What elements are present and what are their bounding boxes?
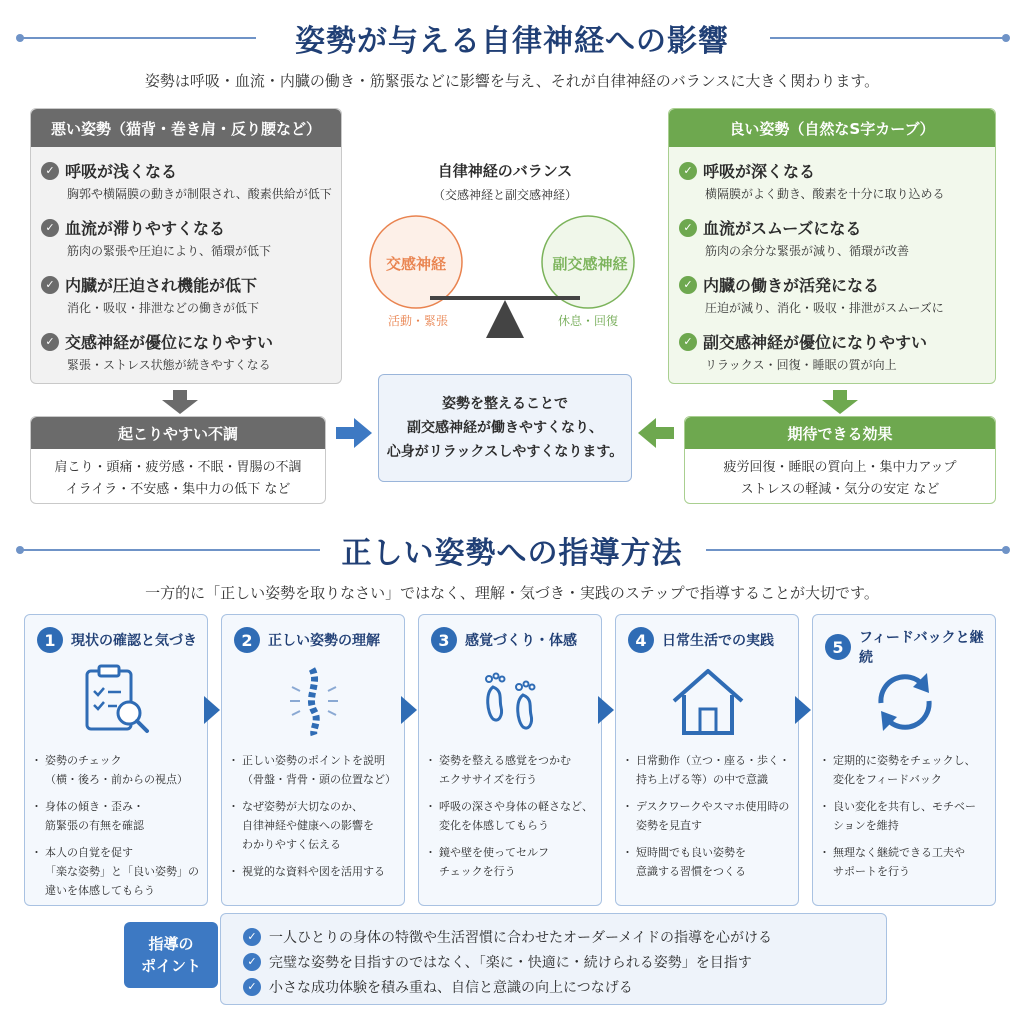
step-bullet: ・ デスクワークやスマホ使用時の 姿勢を見直す [626, 797, 790, 835]
posture-item-title: 内臓が圧迫され機能が低下 [65, 276, 258, 295]
posture-item [679, 159, 995, 202]
section2-title: 正しい姿勢への指導方法 [341, 536, 683, 571]
step-title: フィードバックと継続 [859, 630, 984, 666]
center-message-line: 心身がリラックスしやすくなります。 [386, 444, 624, 460]
points-tag-line: 指導の [148, 935, 194, 953]
section2-title-row [0, 530, 1024, 570]
step-bullet: ・ 正しい姿勢のポイントを説明 （骨盤・背骨・頭の位置など） [232, 751, 396, 789]
title-divider-left [20, 37, 256, 39]
check-icon: ✓ [679, 276, 697, 294]
posture-item-desc: 消化・吸収・排泄などの働きが低下 [67, 301, 260, 315]
bad-result-header: 起こりやすい不調 [31, 417, 325, 449]
balance-fulcrum [486, 300, 524, 338]
posture-item-title: 内臓の働きが活発になる [703, 276, 880, 295]
sympathetic-label: 交感神経 [385, 255, 446, 273]
balance-subtitle: （交感神経と副交感神経） [432, 188, 577, 202]
point-item [243, 949, 886, 974]
title-divider-left [20, 549, 320, 551]
step-number: 5 [825, 634, 851, 660]
title-divider-right [770, 37, 1006, 39]
center-message-box [378, 374, 632, 482]
bad-posture-panel [30, 108, 342, 384]
step-bullet: ・ 日常動作（立つ・座る・歩く・ 持ち上げる等）の中で意識 [626, 751, 790, 789]
house-icon [668, 663, 748, 739]
posture-item [41, 330, 341, 373]
step-arrow-icon [401, 696, 417, 724]
clipboard-search-icon [77, 663, 157, 739]
step-title: 現状の確認と気づき [71, 633, 197, 649]
check-icon: ✓ [679, 219, 697, 237]
posture-item-desc: 緊張・ストレス状態が続きやすくなる [67, 358, 271, 372]
step-bullet: ・ 姿勢のチェック （横・後ろ・前からの視点） [35, 751, 199, 789]
bad-down-arrow-icon [162, 390, 198, 414]
step-bullet: ・ 良い変化を共有し、モチベー ションを維持 [823, 797, 987, 835]
bad-result-box [30, 416, 326, 504]
bad-result-line: 肩こり・頭痛・疲労感・不眠・胃腸の不調 [54, 460, 302, 475]
center-message-line: 姿勢を整えることで [442, 396, 568, 412]
posture-item-desc: 筋肉の緊張や圧迫により、循環が低下 [67, 244, 272, 258]
point-item [243, 974, 886, 999]
bad-posture-header: 悪い姿勢（猫背・巻き肩・反り腰など） [31, 109, 341, 147]
step-card [24, 614, 208, 906]
posture-item-desc: 筋肉の余分な緊張が減り、循環が改善 [705, 244, 910, 258]
step-bullet: ・ 呼吸の深さや身体の軽さなど、 変化を体感してもらう [429, 797, 593, 835]
posture-item-title: 呼吸が浅くなる [65, 162, 178, 181]
step-bullet: ・ 姿勢を整える感覚をつかむ エクササイズを行う [429, 751, 593, 789]
step-bullet: ・ 鏡や壁を使ってセルフ チェックを行う [429, 843, 593, 881]
step-title: 感覚づくり・体感 [465, 633, 577, 649]
point-text: 一人ひとりの身体の特徴や生活習慣に合わせたオーダーメイドの指導を心がける [269, 929, 773, 946]
posture-item [41, 273, 341, 316]
posture-item-desc: リラックス・回復・睡眠の質が向上 [705, 358, 897, 372]
point-item [243, 924, 886, 949]
good-down-arrow-icon [822, 390, 858, 414]
step-title: 正しい姿勢の理解 [268, 633, 380, 649]
posture-item-desc: 圧迫が減り、消化・吸収・排泄がスムーズに [705, 301, 944, 315]
section2-subtitle: 一方的に「正しい姿勢を取りなさい」ではなく、理解・気づき・実践のステップで指導することが大切です。 [145, 584, 879, 602]
check-icon: ✓ [41, 276, 59, 294]
check-icon: ✓ [243, 978, 261, 996]
spine-icon [274, 663, 354, 739]
step-card [418, 614, 602, 906]
center-message-line: 副交感神経が働きやすくなり、 [407, 420, 603, 436]
step-arrow-icon [795, 696, 811, 724]
good-result-box [684, 416, 996, 504]
step-number: 3 [431, 627, 457, 653]
posture-item [679, 330, 995, 373]
balance-scale-diagram [360, 210, 660, 350]
section1-subtitle: 姿勢は呼吸・血流・内臓の働き・筋緊張などに影響を与え、それが自律神経のバランスに大きく関わります。 [144, 72, 880, 90]
bad-result-line: イライラ・不安感・集中力の低下 など [65, 482, 291, 497]
good-posture-panel [668, 108, 996, 384]
step-card [615, 614, 799, 906]
step-title: 日常生活での実践 [662, 633, 774, 649]
posture-item-desc: 胸郭や横隔膜の動きが制限され、酸素供給が低下 [67, 187, 332, 201]
step-arrow-icon [598, 696, 614, 724]
section1-title: 姿勢が与える自律神経への影響 [295, 24, 729, 59]
posture-item-title: 呼吸が深くなる [703, 162, 816, 181]
check-icon: ✓ [41, 333, 59, 351]
step-bullet: ・ 短時間でも良い姿勢を 意識する習慣をつくる [626, 843, 790, 881]
posture-item-title: 血流がスムーズになる [703, 219, 862, 238]
left-arrow-icon [638, 418, 674, 448]
good-result-line: 疲労回復・睡眠の質向上・集中力アップ [723, 460, 957, 475]
posture-item-desc: 横隔膜がよく動き、酸素を十分に取り込める [705, 187, 945, 201]
posture-item [41, 159, 341, 202]
check-icon: ✓ [679, 333, 697, 351]
check-icon: ✓ [243, 953, 261, 971]
right-arrow-icon [336, 418, 372, 448]
posture-item-title: 血流が滞りやすくなる [65, 219, 226, 238]
title-divider-right [706, 549, 1006, 551]
footprints-icon [471, 663, 551, 739]
step-number: 4 [628, 627, 654, 653]
check-icon: ✓ [41, 162, 59, 180]
balance-title: 自律神経のバランス [437, 162, 573, 180]
points-tag [124, 922, 218, 988]
step-number: 1 [37, 627, 63, 653]
step-bullet: ・ 本人の自覚を促す 「楽な姿勢」と「良い姿勢」の 違いを体感してもらう [35, 843, 199, 900]
parasympathetic-sub: 休息・回復 [557, 314, 618, 328]
check-icon: ✓ [243, 928, 261, 946]
step-arrow-icon [204, 696, 220, 724]
step-bullet: ・ 定期的に姿勢をチェックし、 変化をフィードバック [823, 751, 987, 789]
posture-item [41, 216, 341, 259]
good-result-header: 期待できる効果 [685, 417, 995, 449]
posture-item-title: 副交感神経が優位になりやすい [703, 333, 928, 352]
step-bullet: ・ 身体の傾き・歪み・ 筋緊張の有無を確認 [35, 797, 199, 835]
step-card [812, 614, 996, 906]
check-icon: ✓ [41, 219, 59, 237]
sympathetic-sub: 活動・緊張 [387, 314, 448, 328]
posture-item-title: 交感神経が優位になりやすい [65, 333, 274, 352]
check-icon: ✓ [679, 162, 697, 180]
step-card [221, 614, 405, 906]
good-posture-header: 良い姿勢（自然なS字カーブ） [669, 109, 995, 147]
posture-item [679, 216, 995, 259]
refresh-cycle-icon [865, 663, 945, 739]
points-box [220, 913, 887, 1005]
step-bullet: ・ 無理なく継続できる工夫や サポートを行う [823, 843, 987, 881]
section1-title-row [0, 18, 1024, 58]
parasympathetic-label: 副交感神経 [552, 255, 628, 273]
step-bullet: ・ 視覚的な資料や図を活用する [232, 862, 396, 881]
point-text: 小さな成功体験を積み重ね、自信と意識の向上につなげる [269, 979, 633, 996]
step-bullet: ・ なぜ姿勢が大切なのか、 自律神経や健康への影響を わかりやすく伝える [232, 797, 396, 854]
point-text: 完璧な姿勢を目指すのではなく、「楽に・快適に・続けられる姿勢」を目指す [269, 954, 752, 971]
step-number: 2 [234, 627, 260, 653]
posture-item [679, 273, 995, 316]
points-tag-line: ポイント [140, 957, 201, 975]
good-result-line: ストレスの軽減・気分の安定 など [740, 482, 940, 497]
